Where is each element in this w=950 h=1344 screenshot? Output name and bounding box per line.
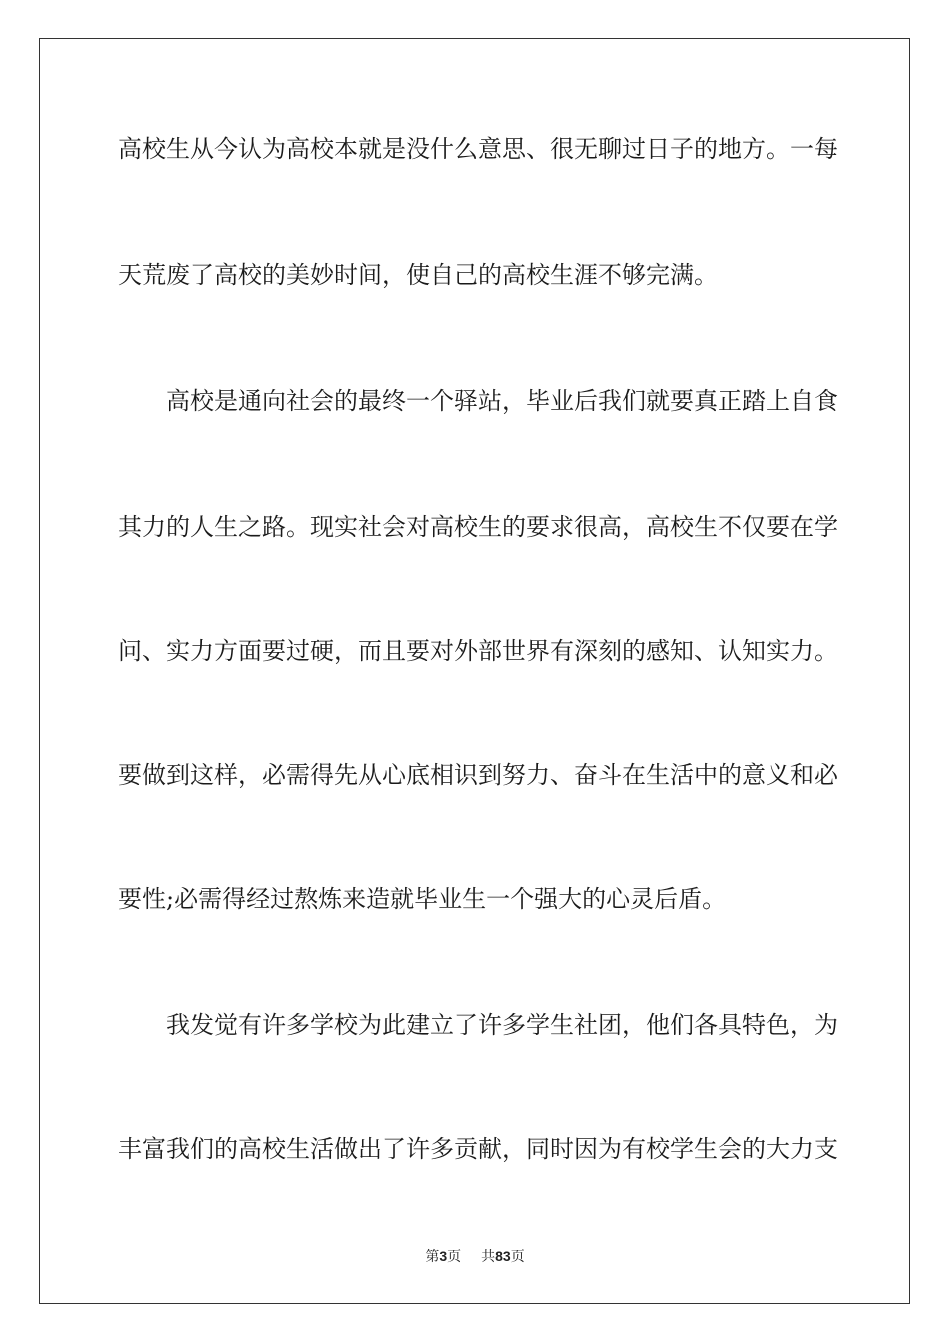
page-number: 3 bbox=[439, 1248, 448, 1264]
paragraph-line: 高校是通向社会的最终一个驿站，毕业后我们就要真正踏上自食 bbox=[166, 387, 838, 415]
paragraph-line: 我发觉有许多学校为此建立了许多学生社团，他们各具特色，为 bbox=[166, 1011, 838, 1039]
total-suffix: 页 bbox=[510, 1249, 525, 1265]
page-border bbox=[39, 38, 910, 1304]
page-prefix: 第 bbox=[425, 1249, 440, 1265]
page-suffix: 页 bbox=[447, 1249, 462, 1265]
paragraph-line: 要性;必需得经过熬炼来造就毕业生一个强大的心灵后盾。 bbox=[118, 885, 727, 913]
total-prefix: 共 bbox=[481, 1249, 496, 1265]
paragraph-line: 其力的人生之路。现实社会对高校生的要求很高，高校生不仅要在学 bbox=[118, 513, 838, 541]
paragraph-line: 丰富我们的高校生活做出了许多贡献，同时因为有校学生会的大力支 bbox=[118, 1135, 838, 1163]
paragraph-line: 高校生从今认为高校本就是没什么意思、很无聊过日子的地方。一每 bbox=[118, 135, 838, 163]
total-pages: 83 bbox=[495, 1248, 511, 1264]
page-footer bbox=[0, 1247, 950, 1266]
paragraph-line: 天荒废了高校的美妙时间，使自己的高校生涯不够完满。 bbox=[118, 261, 718, 289]
paragraph-line: 要做到这样，必需得先从心底相识到努力、奋斗在生活中的意义和必 bbox=[118, 761, 838, 789]
paragraph-line: 问、实力方面要过硬，而且要对外部世界有深刻的感知、认知实力。 bbox=[118, 637, 838, 665]
